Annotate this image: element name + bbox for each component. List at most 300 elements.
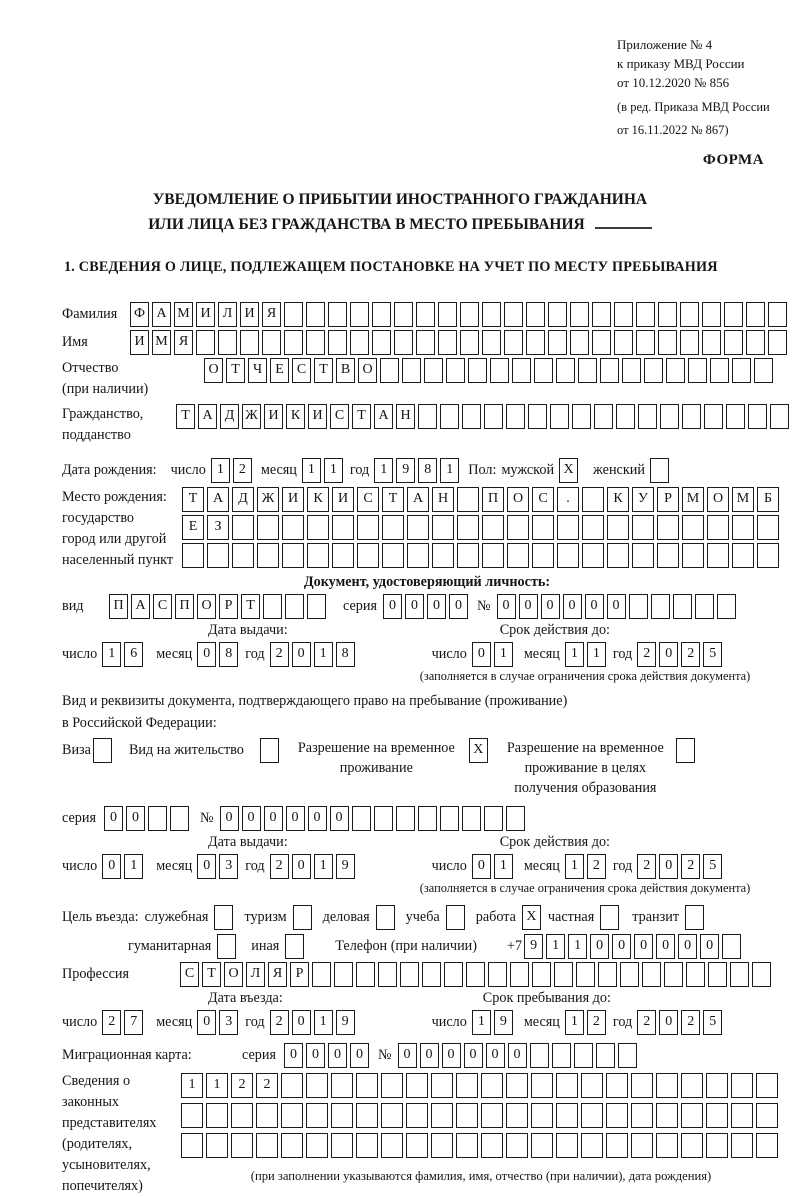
- char-cell[interactable]: 0: [678, 934, 697, 959]
- char-cell[interactable]: [636, 330, 655, 355]
- legal-reps-input-row-3[interactable]: [181, 1133, 781, 1158]
- char-cell[interactable]: К: [286, 404, 305, 429]
- purpose-tourism-checkbox[interactable]: [293, 905, 315, 930]
- char-cell[interactable]: [307, 543, 329, 568]
- char-cell[interactable]: 9: [494, 1010, 513, 1035]
- char-cell[interactable]: [356, 962, 375, 987]
- char-cell[interactable]: [731, 1073, 753, 1098]
- char-cell[interactable]: [170, 806, 189, 831]
- char-cell[interactable]: [702, 302, 721, 327]
- char-cell[interactable]: 0: [519, 594, 538, 619]
- char-cell[interactable]: 0: [220, 806, 239, 831]
- char-cell[interactable]: 0: [398, 1043, 417, 1068]
- char-cell[interactable]: [532, 543, 554, 568]
- entry-month-input[interactable]: [197, 1010, 241, 1035]
- char-cell[interactable]: [217, 934, 236, 959]
- char-cell[interactable]: [510, 962, 529, 987]
- char-cell[interactable]: 0: [420, 1043, 439, 1068]
- char-cell[interactable]: 8: [219, 642, 238, 667]
- char-cell[interactable]: [644, 358, 663, 383]
- stay-month-input[interactable]: [565, 1010, 609, 1035]
- residence-series-input[interactable]: [104, 806, 192, 831]
- purpose-work-checkbox[interactable]: [522, 905, 544, 930]
- char-cell[interactable]: 9: [524, 934, 543, 959]
- char-cell[interactable]: 1: [102, 642, 121, 667]
- char-cell[interactable]: П: [482, 487, 504, 512]
- char-cell[interactable]: [506, 1103, 528, 1128]
- char-cell[interactable]: [406, 1073, 428, 1098]
- char-cell[interactable]: [263, 594, 282, 619]
- char-cell[interactable]: [331, 1133, 353, 1158]
- char-cell[interactable]: [710, 358, 729, 383]
- identity-doc-number-input[interactable]: [497, 594, 739, 619]
- char-cell[interactable]: 1: [565, 642, 584, 667]
- entry-year-input[interactable]: [270, 1010, 358, 1035]
- char-cell[interactable]: [650, 458, 669, 483]
- char-cell[interactable]: Д: [220, 404, 239, 429]
- char-cell[interactable]: 2: [102, 1010, 121, 1035]
- birth-place-input-row-3[interactable]: [182, 543, 782, 568]
- char-cell[interactable]: [424, 358, 443, 383]
- char-cell[interactable]: [708, 962, 727, 987]
- char-cell[interactable]: [752, 962, 771, 987]
- char-cell[interactable]: [757, 543, 779, 568]
- char-cell[interactable]: [768, 330, 787, 355]
- char-cell[interactable]: И: [332, 487, 354, 512]
- residence-valid-month-input[interactable]: [565, 854, 609, 879]
- char-cell[interactable]: А: [207, 487, 229, 512]
- residence-valid-year-input[interactable]: [637, 854, 725, 879]
- char-cell[interactable]: [570, 302, 589, 327]
- char-cell[interactable]: X: [559, 458, 578, 483]
- char-cell[interactable]: [402, 358, 421, 383]
- char-cell[interactable]: [598, 962, 617, 987]
- char-cell[interactable]: А: [374, 404, 393, 429]
- char-cell[interactable]: [556, 1103, 578, 1128]
- char-cell[interactable]: [406, 1133, 428, 1158]
- char-cell[interactable]: 0: [508, 1043, 527, 1068]
- char-cell[interactable]: [372, 330, 391, 355]
- char-cell[interactable]: 0: [292, 854, 311, 879]
- char-cell[interactable]: [704, 404, 723, 429]
- char-cell[interactable]: [770, 404, 789, 429]
- residence-permit-checkbox[interactable]: [260, 738, 282, 763]
- char-cell[interactable]: [293, 905, 312, 930]
- char-cell[interactable]: [232, 515, 254, 540]
- char-cell[interactable]: [284, 302, 303, 327]
- char-cell[interactable]: [754, 358, 773, 383]
- char-cell[interactable]: 0: [607, 594, 626, 619]
- char-cell[interactable]: [431, 1073, 453, 1098]
- char-cell[interactable]: М: [682, 487, 704, 512]
- surname-input[interactable]: [130, 302, 790, 327]
- char-cell[interactable]: [532, 515, 554, 540]
- char-cell[interactable]: 8: [418, 458, 437, 483]
- char-cell[interactable]: [440, 404, 459, 429]
- identity-valid-day-input[interactable]: [472, 642, 516, 667]
- legal-reps-input-row-1[interactable]: [181, 1073, 781, 1098]
- char-cell[interactable]: К: [607, 487, 629, 512]
- char-cell[interactable]: [673, 594, 692, 619]
- char-cell[interactable]: 0: [308, 806, 327, 831]
- char-cell[interactable]: [93, 738, 112, 763]
- char-cell[interactable]: О: [707, 487, 729, 512]
- char-cell[interactable]: [507, 543, 529, 568]
- char-cell[interactable]: [557, 515, 579, 540]
- char-cell[interactable]: З: [207, 515, 229, 540]
- char-cell[interactable]: 1: [568, 934, 587, 959]
- char-cell[interactable]: И: [240, 302, 259, 327]
- char-cell[interactable]: [256, 1133, 278, 1158]
- char-cell[interactable]: [548, 302, 567, 327]
- char-cell[interactable]: [554, 962, 573, 987]
- char-cell[interactable]: 0: [292, 642, 311, 667]
- char-cell[interactable]: [732, 515, 754, 540]
- char-cell[interactable]: Ж: [257, 487, 279, 512]
- char-cell[interactable]: [381, 1133, 403, 1158]
- char-cell[interactable]: [656, 1073, 678, 1098]
- birth-month-input[interactable]: [302, 458, 346, 483]
- char-cell[interactable]: [332, 515, 354, 540]
- char-cell[interactable]: [282, 543, 304, 568]
- char-cell[interactable]: [214, 905, 233, 930]
- char-cell[interactable]: [332, 543, 354, 568]
- char-cell[interactable]: 2: [256, 1073, 278, 1098]
- char-cell[interactable]: [488, 962, 507, 987]
- char-cell[interactable]: [682, 543, 704, 568]
- char-cell[interactable]: 1: [565, 1010, 584, 1035]
- char-cell[interactable]: Л: [218, 302, 237, 327]
- char-cell[interactable]: М: [174, 302, 193, 327]
- residence-valid-day-input[interactable]: [472, 854, 516, 879]
- char-cell[interactable]: 0: [541, 594, 560, 619]
- char-cell[interactable]: 2: [587, 1010, 606, 1035]
- char-cell[interactable]: [407, 515, 429, 540]
- char-cell[interactable]: [620, 962, 639, 987]
- char-cell[interactable]: Т: [226, 358, 245, 383]
- profession-input[interactable]: [180, 962, 774, 987]
- char-cell[interactable]: 1: [314, 642, 333, 667]
- char-cell[interactable]: 8: [336, 642, 355, 667]
- char-cell[interactable]: [457, 543, 479, 568]
- char-cell[interactable]: [631, 1133, 653, 1158]
- char-cell[interactable]: [457, 515, 479, 540]
- identity-doc-kind-input[interactable]: [109, 594, 329, 619]
- char-cell[interactable]: [548, 330, 567, 355]
- char-cell[interactable]: Р: [657, 487, 679, 512]
- char-cell[interactable]: [731, 1133, 753, 1158]
- char-cell[interactable]: 0: [449, 594, 468, 619]
- char-cell[interactable]: 1: [324, 458, 343, 483]
- char-cell[interactable]: [407, 543, 429, 568]
- char-cell[interactable]: [394, 330, 413, 355]
- char-cell[interactable]: [206, 1103, 228, 1128]
- char-cell[interactable]: [570, 330, 589, 355]
- char-cell[interactable]: [456, 1073, 478, 1098]
- char-cell[interactable]: [481, 1103, 503, 1128]
- char-cell[interactable]: [686, 962, 705, 987]
- char-cell[interactable]: [531, 1133, 553, 1158]
- char-cell[interactable]: [285, 594, 304, 619]
- char-cell[interactable]: [256, 1103, 278, 1128]
- char-cell[interactable]: [352, 806, 371, 831]
- char-cell[interactable]: [666, 358, 685, 383]
- char-cell[interactable]: 5: [703, 854, 722, 879]
- char-cell[interactable]: О: [224, 962, 243, 987]
- sex-female-checkbox[interactable]: [650, 458, 672, 483]
- char-cell[interactable]: В: [336, 358, 355, 383]
- char-cell[interactable]: 0: [563, 594, 582, 619]
- char-cell[interactable]: [582, 543, 604, 568]
- char-cell[interactable]: [631, 1073, 653, 1098]
- char-cell[interactable]: И: [130, 330, 149, 355]
- char-cell[interactable]: [356, 1133, 378, 1158]
- char-cell[interactable]: [556, 1073, 578, 1098]
- char-cell[interactable]: 1: [374, 458, 393, 483]
- char-cell[interactable]: [400, 962, 419, 987]
- char-cell[interactable]: [357, 515, 379, 540]
- char-cell[interactable]: И: [196, 302, 215, 327]
- char-cell[interactable]: 0: [585, 594, 604, 619]
- char-cell[interactable]: [681, 1103, 703, 1128]
- char-cell[interactable]: [592, 302, 611, 327]
- char-cell[interactable]: 2: [637, 1010, 656, 1035]
- char-cell[interactable]: [481, 1073, 503, 1098]
- char-cell[interactable]: [731, 1103, 753, 1128]
- char-cell[interactable]: [504, 330, 523, 355]
- char-cell[interactable]: 0: [126, 806, 145, 831]
- char-cell[interactable]: Ж: [242, 404, 261, 429]
- char-cell[interactable]: [380, 358, 399, 383]
- char-cell[interactable]: А: [131, 594, 150, 619]
- char-cell[interactable]: [682, 404, 701, 429]
- char-cell[interactable]: [432, 543, 454, 568]
- char-cell[interactable]: У: [632, 487, 654, 512]
- char-cell[interactable]: [418, 404, 437, 429]
- char-cell[interactable]: [618, 1043, 637, 1068]
- char-cell[interactable]: [730, 962, 749, 987]
- char-cell[interactable]: 1: [211, 458, 230, 483]
- char-cell[interactable]: [651, 594, 670, 619]
- char-cell[interactable]: О: [204, 358, 223, 383]
- char-cell[interactable]: 0: [264, 806, 283, 831]
- char-cell[interactable]: [757, 515, 779, 540]
- char-cell[interactable]: [182, 543, 204, 568]
- char-cell[interactable]: 0: [486, 1043, 505, 1068]
- char-cell[interactable]: К: [307, 487, 329, 512]
- char-cell[interactable]: [206, 1133, 228, 1158]
- char-cell[interactable]: С: [357, 487, 379, 512]
- char-cell[interactable]: [484, 404, 503, 429]
- char-cell[interactable]: 0: [405, 594, 424, 619]
- char-cell[interactable]: 0: [242, 806, 261, 831]
- char-cell[interactable]: [356, 1103, 378, 1128]
- char-cell[interactable]: А: [152, 302, 171, 327]
- char-cell[interactable]: [607, 515, 629, 540]
- char-cell[interactable]: 0: [328, 1043, 347, 1068]
- char-cell[interactable]: [462, 404, 481, 429]
- char-cell[interactable]: 0: [292, 1010, 311, 1035]
- char-cell[interactable]: [406, 1103, 428, 1128]
- char-cell[interactable]: И: [282, 487, 304, 512]
- char-cell[interactable]: [531, 1103, 553, 1128]
- purpose-humanitarian-checkbox[interactable]: [217, 934, 239, 959]
- char-cell[interactable]: 2: [681, 642, 700, 667]
- char-cell[interactable]: [482, 515, 504, 540]
- char-cell[interactable]: 0: [464, 1043, 483, 1068]
- char-cell[interactable]: [440, 806, 459, 831]
- char-cell[interactable]: [756, 1073, 778, 1098]
- char-cell[interactable]: [717, 594, 736, 619]
- char-cell[interactable]: [468, 358, 487, 383]
- char-cell[interactable]: [658, 330, 677, 355]
- char-cell[interactable]: 0: [659, 854, 678, 879]
- char-cell[interactable]: [636, 302, 655, 327]
- char-cell[interactable]: [550, 404, 569, 429]
- char-cell[interactable]: [528, 404, 547, 429]
- identity-issue-year-input[interactable]: [270, 642, 358, 667]
- char-cell[interactable]: [706, 1103, 728, 1128]
- temp-residence-edu-checkbox[interactable]: [676, 738, 698, 763]
- birth-place-input-row-2[interactable]: [182, 515, 782, 540]
- char-cell[interactable]: [616, 404, 635, 429]
- char-cell[interactable]: [722, 934, 741, 959]
- char-cell[interactable]: М: [732, 487, 754, 512]
- char-cell[interactable]: [350, 302, 369, 327]
- char-cell[interactable]: [422, 962, 441, 987]
- char-cell[interactable]: [556, 1133, 578, 1158]
- char-cell[interactable]: [656, 1133, 678, 1158]
- char-cell[interactable]: [446, 358, 465, 383]
- char-cell[interactable]: О: [358, 358, 377, 383]
- char-cell[interactable]: Р: [290, 962, 309, 987]
- char-cell[interactable]: [632, 543, 654, 568]
- char-cell[interactable]: [284, 330, 303, 355]
- char-cell[interactable]: Т: [382, 487, 404, 512]
- char-cell[interactable]: [307, 515, 329, 540]
- char-cell[interactable]: Е: [182, 515, 204, 540]
- char-cell[interactable]: [706, 1073, 728, 1098]
- char-cell[interactable]: [582, 515, 604, 540]
- residence-number-input[interactable]: [220, 806, 528, 831]
- given-name-input[interactable]: [130, 330, 790, 355]
- char-cell[interactable]: [306, 1103, 328, 1128]
- char-cell[interactable]: 0: [284, 1043, 303, 1068]
- legal-reps-input-row-2[interactable]: [181, 1103, 781, 1128]
- char-cell[interactable]: 0: [659, 642, 678, 667]
- char-cell[interactable]: [312, 962, 331, 987]
- char-cell[interactable]: [581, 1103, 603, 1128]
- char-cell[interactable]: [574, 1043, 593, 1068]
- char-cell[interactable]: 0: [472, 854, 491, 879]
- char-cell[interactable]: [416, 302, 435, 327]
- char-cell[interactable]: П: [109, 594, 128, 619]
- char-cell[interactable]: [281, 1103, 303, 1128]
- residence-issue-month-input[interactable]: [197, 854, 241, 879]
- char-cell[interactable]: 2: [637, 854, 656, 879]
- char-cell[interactable]: [506, 404, 525, 429]
- char-cell[interactable]: 1: [494, 642, 513, 667]
- char-cell[interactable]: 2: [270, 642, 289, 667]
- purpose-other-checkbox[interactable]: [285, 934, 307, 959]
- char-cell[interactable]: [526, 302, 545, 327]
- char-cell[interactable]: [481, 1133, 503, 1158]
- char-cell[interactable]: [482, 330, 501, 355]
- entry-day-input[interactable]: [102, 1010, 146, 1035]
- char-cell[interactable]: [656, 1103, 678, 1128]
- char-cell[interactable]: Т: [314, 358, 333, 383]
- char-cell[interactable]: 2: [233, 458, 252, 483]
- char-cell[interactable]: [281, 1073, 303, 1098]
- char-cell[interactable]: Т: [182, 487, 204, 512]
- char-cell[interactable]: 1: [314, 854, 333, 879]
- char-cell[interactable]: [181, 1133, 203, 1158]
- char-cell[interactable]: [572, 404, 591, 429]
- char-cell[interactable]: [581, 1133, 603, 1158]
- char-cell[interactable]: [531, 1073, 553, 1098]
- char-cell[interactable]: [431, 1133, 453, 1158]
- char-cell[interactable]: [526, 330, 545, 355]
- phone-input[interactable]: [524, 934, 744, 959]
- char-cell[interactable]: [328, 302, 347, 327]
- patronymic-input[interactable]: [204, 358, 776, 383]
- char-cell[interactable]: 1: [472, 1010, 491, 1035]
- char-cell[interactable]: 0: [102, 854, 121, 879]
- char-cell[interactable]: [578, 358, 597, 383]
- char-cell[interactable]: [512, 358, 531, 383]
- purpose-study-checkbox[interactable]: [446, 905, 468, 930]
- char-cell[interactable]: [632, 515, 654, 540]
- char-cell[interactable]: 7: [124, 1010, 143, 1035]
- char-cell[interactable]: Я: [262, 302, 281, 327]
- char-cell[interactable]: [257, 543, 279, 568]
- char-cell[interactable]: [218, 330, 237, 355]
- char-cell[interactable]: 3: [219, 1010, 238, 1035]
- char-cell[interactable]: [557, 543, 579, 568]
- char-cell[interactable]: 0: [659, 1010, 678, 1035]
- sex-male-checkbox[interactable]: [559, 458, 581, 483]
- char-cell[interactable]: О: [197, 594, 216, 619]
- char-cell[interactable]: О: [507, 487, 529, 512]
- char-cell[interactable]: 2: [681, 1010, 700, 1035]
- char-cell[interactable]: [240, 330, 259, 355]
- char-cell[interactable]: [685, 905, 704, 930]
- char-cell[interactable]: [657, 543, 679, 568]
- char-cell[interactable]: С: [532, 487, 554, 512]
- char-cell[interactable]: [614, 330, 633, 355]
- char-cell[interactable]: [702, 330, 721, 355]
- char-cell[interactable]: [732, 543, 754, 568]
- char-cell[interactable]: [676, 738, 695, 763]
- char-cell[interactable]: 1: [302, 458, 321, 483]
- char-cell[interactable]: [196, 330, 215, 355]
- char-cell[interactable]: 0: [383, 594, 402, 619]
- char-cell[interactable]: [482, 543, 504, 568]
- char-cell[interactable]: X: [522, 905, 541, 930]
- char-cell[interactable]: [456, 1133, 478, 1158]
- char-cell[interactable]: [592, 330, 611, 355]
- char-cell[interactable]: Н: [432, 487, 454, 512]
- purpose-business-checkbox[interactable]: [376, 905, 398, 930]
- char-cell[interactable]: [680, 302, 699, 327]
- char-cell[interactable]: [507, 515, 529, 540]
- char-cell[interactable]: 0: [700, 934, 719, 959]
- char-cell[interactable]: 0: [612, 934, 631, 959]
- char-cell[interactable]: [594, 404, 613, 429]
- birth-year-input[interactable]: [374, 458, 462, 483]
- char-cell[interactable]: 1: [587, 642, 606, 667]
- char-cell[interactable]: [622, 358, 641, 383]
